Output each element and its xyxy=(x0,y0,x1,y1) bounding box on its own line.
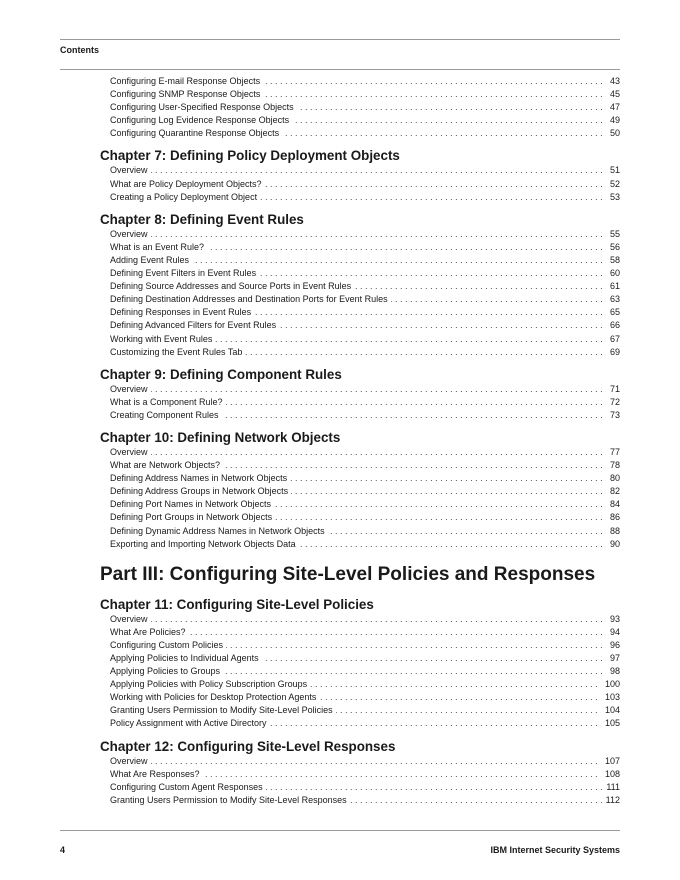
toc-entry[interactable] xyxy=(100,346,620,359)
toc-entry-page: 108 xyxy=(601,768,620,781)
toc-entry[interactable] xyxy=(100,511,620,524)
toc-entry[interactable] xyxy=(100,293,620,306)
toc-entry-page: 82 xyxy=(606,485,620,498)
toc-entry[interactable] xyxy=(100,485,620,498)
toc-entry-title: Overview xyxy=(110,229,151,239)
toc-entry-page: 105 xyxy=(601,717,620,730)
toc-entry-page: 49 xyxy=(606,114,620,127)
toc-entry[interactable] xyxy=(100,178,620,191)
toc-entry[interactable] xyxy=(100,755,620,768)
toc-entry-title: Exporting and Importing Network Objects Data xyxy=(110,539,299,549)
toc-entry-title: Defining Address Groups in Network Objects xyxy=(110,486,291,496)
toc-entry-page: 60 xyxy=(606,267,620,280)
toc-entry-page: 51 xyxy=(606,164,620,177)
toc-entry[interactable] xyxy=(100,626,620,639)
toc-entry-title: Creating a Policy Deployment Object xyxy=(110,192,260,202)
toc-entry[interactable] xyxy=(100,538,620,551)
toc-entry-page: 71 xyxy=(606,383,620,396)
toc-entry[interactable] xyxy=(100,88,620,101)
header-rule-bottom xyxy=(60,69,620,70)
toc-entry-page: 55 xyxy=(606,228,620,241)
toc-entry-page: 84 xyxy=(606,498,620,511)
toc-entry-page: 53 xyxy=(606,191,620,204)
toc-entry-page: 80 xyxy=(606,472,620,485)
toc-entry-title: Configuring Custom Policies xyxy=(110,640,226,650)
toc-entry-page: 66 xyxy=(606,319,620,332)
toc-entry[interactable] xyxy=(100,333,620,346)
toc-entry[interactable] xyxy=(100,794,620,807)
toc-entry[interactable] xyxy=(100,717,620,730)
toc-entry-page: 97 xyxy=(606,652,620,665)
toc-entry[interactable] xyxy=(100,396,620,409)
toc-entry-page: 73 xyxy=(606,409,620,422)
toc-entry-page: 45 xyxy=(606,88,620,101)
toc-entry-title: Defining Port Groups in Network Objects xyxy=(110,512,275,522)
toc-entry-title: What are Policy Deployment Objects? xyxy=(110,179,265,189)
toc-entry[interactable] xyxy=(100,241,620,254)
toc-entry[interactable] xyxy=(100,768,620,781)
toc-entry-title: Overview xyxy=(110,447,151,457)
toc-entry-title: Defining Source Addresses and Source Ports in Event Rules xyxy=(110,281,354,291)
toc-entry[interactable] xyxy=(100,101,620,114)
page-number: 4 xyxy=(60,845,66,855)
toc-entry-page: 52 xyxy=(606,178,620,191)
toc-entry-title: Defining Advanced Filters for Event Rules xyxy=(110,320,279,330)
toc-entry-page: 90 xyxy=(606,538,620,551)
toc-entry[interactable] xyxy=(100,498,620,511)
toc-entry-page: 100 xyxy=(601,678,620,691)
toc-entry-title: What Are Policies? xyxy=(110,627,189,637)
toc-entry-page: 98 xyxy=(606,665,620,678)
toc-entry-title: Configuring User-Specified Response Objects xyxy=(110,102,297,112)
toc-entry-title: Granting Users Permission to Modify Site-Level Policies xyxy=(110,705,336,715)
toc-entry-page: 111 xyxy=(602,781,620,794)
toc-entry-page: 69 xyxy=(606,346,620,359)
toc-entry-page: 43 xyxy=(606,75,620,88)
toc-entry[interactable] xyxy=(100,446,620,459)
toc-entry-title: What are Network Objects? xyxy=(110,460,223,470)
chapter-heading[interactable]: Chapter 8: Defining Event Rules xyxy=(100,211,304,227)
toc-entry[interactable] xyxy=(100,319,620,332)
toc-entry[interactable] xyxy=(100,267,620,280)
toc-entry-page: 96 xyxy=(606,639,620,652)
toc-entry-title: Defining Port Names in Network Objects xyxy=(110,499,274,509)
toc-entry-title: Overview xyxy=(110,756,151,766)
toc-entry-page: 61 xyxy=(606,280,620,293)
toc-entry-page: 86 xyxy=(606,511,620,524)
toc-entry-title: Configuring SNMP Response Objects xyxy=(110,89,263,99)
toc-entry-title: Adding Event Rules xyxy=(110,255,192,265)
toc-entry-page: 56 xyxy=(606,241,620,254)
toc-entry[interactable] xyxy=(100,127,620,140)
toc-entry-title: Configuring Quarantine Response Objects xyxy=(110,128,282,138)
toc-entry[interactable] xyxy=(100,280,620,293)
toc-entry[interactable] xyxy=(100,525,620,538)
footer-rule xyxy=(60,830,620,831)
toc-entry-page: 77 xyxy=(606,446,620,459)
toc-entry[interactable] xyxy=(100,678,620,691)
table-of-contents xyxy=(100,75,620,807)
toc-entry-page: 47 xyxy=(606,101,620,114)
toc-entry-title: Configuring E-mail Response Objects xyxy=(110,76,263,86)
toc-entry-title: Working with Policies for Desktop Protection Agents xyxy=(110,692,319,702)
toc-entry-title: Overview xyxy=(110,165,151,175)
toc-entry[interactable] xyxy=(100,228,620,241)
chapter-heading[interactable]: Chapter 9: Defining Component Rules xyxy=(100,366,342,382)
toc-entry[interactable] xyxy=(100,164,620,177)
toc-entry-title: Creating Component Rules xyxy=(110,410,222,420)
toc-entry[interactable] xyxy=(100,459,620,472)
toc-entry-page: 72 xyxy=(606,396,620,409)
toc-entry-page: 103 xyxy=(601,691,620,704)
toc-entry-page: 112 xyxy=(602,794,620,807)
toc-entry[interactable] xyxy=(100,383,620,396)
chapter-heading[interactable]: Chapter 10: Defining Network Objects xyxy=(100,429,341,445)
toc-entry-title: Overview xyxy=(110,384,151,394)
running-header: Contents xyxy=(60,45,99,55)
toc-entry[interactable] xyxy=(100,409,620,422)
toc-entry-title: Working with Event Rules xyxy=(110,334,215,344)
toc-entry-title: Applying Policies to Groups xyxy=(110,666,223,676)
toc-entry-title: Configuring Log Evidence Response Objects xyxy=(110,115,292,125)
chapter-heading[interactable]: Chapter 11: Configuring Site-Level Policies xyxy=(100,596,374,612)
toc-entry-title: Configuring Custom Agent Responses xyxy=(110,782,266,792)
toc-entry[interactable] xyxy=(100,639,620,652)
toc-entry[interactable] xyxy=(100,652,620,665)
toc-entry-title: What is a Component Rule? xyxy=(110,397,226,407)
header-rule-top xyxy=(60,39,620,40)
toc-entry-title: Applying Policies to Individual Agents xyxy=(110,653,262,663)
footer-company: IBM Internet Security Systems xyxy=(490,845,620,855)
toc-entry-page: 88 xyxy=(606,525,620,538)
toc-entry[interactable] xyxy=(100,254,620,267)
toc-entry-title: Customizing the Event Rules Tab xyxy=(110,347,245,357)
toc-entry[interactable] xyxy=(100,114,620,127)
toc-entry-title: What is an Event Rule? xyxy=(110,242,207,252)
toc-entry-page: 63 xyxy=(606,293,620,306)
toc-entry-title: Granting Users Permission to Modify Site-Level Responses xyxy=(110,795,350,805)
toc-entry[interactable] xyxy=(100,704,620,717)
toc-entry-title: Overview xyxy=(110,614,151,624)
toc-entry-page: 78 xyxy=(606,459,620,472)
toc-entry-page: 58 xyxy=(606,254,620,267)
toc-entry-page: 104 xyxy=(601,704,620,717)
toc-entry[interactable] xyxy=(100,306,620,319)
toc-entry-title: Defining Address Names in Network Objects xyxy=(110,473,290,483)
toc-entry[interactable] xyxy=(100,781,620,794)
chapter-heading[interactable]: Chapter 7: Defining Policy Deployment Objects xyxy=(100,148,400,164)
toc-entry-title: Defining Destination Addresses and Destination Ports for Event Rules xyxy=(110,294,391,304)
toc-entry-title: Defining Dynamic Address Names in Network Objects xyxy=(110,526,328,536)
toc-entry-title: Policy Assignment with Active Directory xyxy=(110,718,270,728)
toc-entry-page: 65 xyxy=(606,306,620,319)
toc-entry-title: What Are Responses? xyxy=(110,769,203,779)
toc-entry[interactable] xyxy=(100,472,620,485)
toc-entry-page: 94 xyxy=(606,626,620,639)
toc-entry-page: 107 xyxy=(601,755,620,768)
toc-entry[interactable] xyxy=(100,191,620,204)
toc-entry-title: Defining Event Filters in Event Rules xyxy=(110,268,259,278)
toc-entry-page: 50 xyxy=(606,127,620,140)
toc-entry-title: Defining Responses in Event Rules xyxy=(110,307,254,317)
toc-entry[interactable] xyxy=(100,665,620,678)
toc-entry-page: 67 xyxy=(606,333,620,346)
part-heading[interactable]: Part III: Configuring Site-Level Policies and Responses xyxy=(100,563,596,585)
toc-entry[interactable] xyxy=(100,613,620,626)
chapter-heading[interactable]: Chapter 12: Configuring Site-Level Responses xyxy=(100,738,396,754)
toc-entry-page: 93 xyxy=(606,613,620,626)
toc-entry[interactable] xyxy=(100,691,620,704)
toc-entry-title: Applying Policies with Policy Subscription Groups xyxy=(110,679,310,689)
toc-entry[interactable] xyxy=(100,75,620,88)
